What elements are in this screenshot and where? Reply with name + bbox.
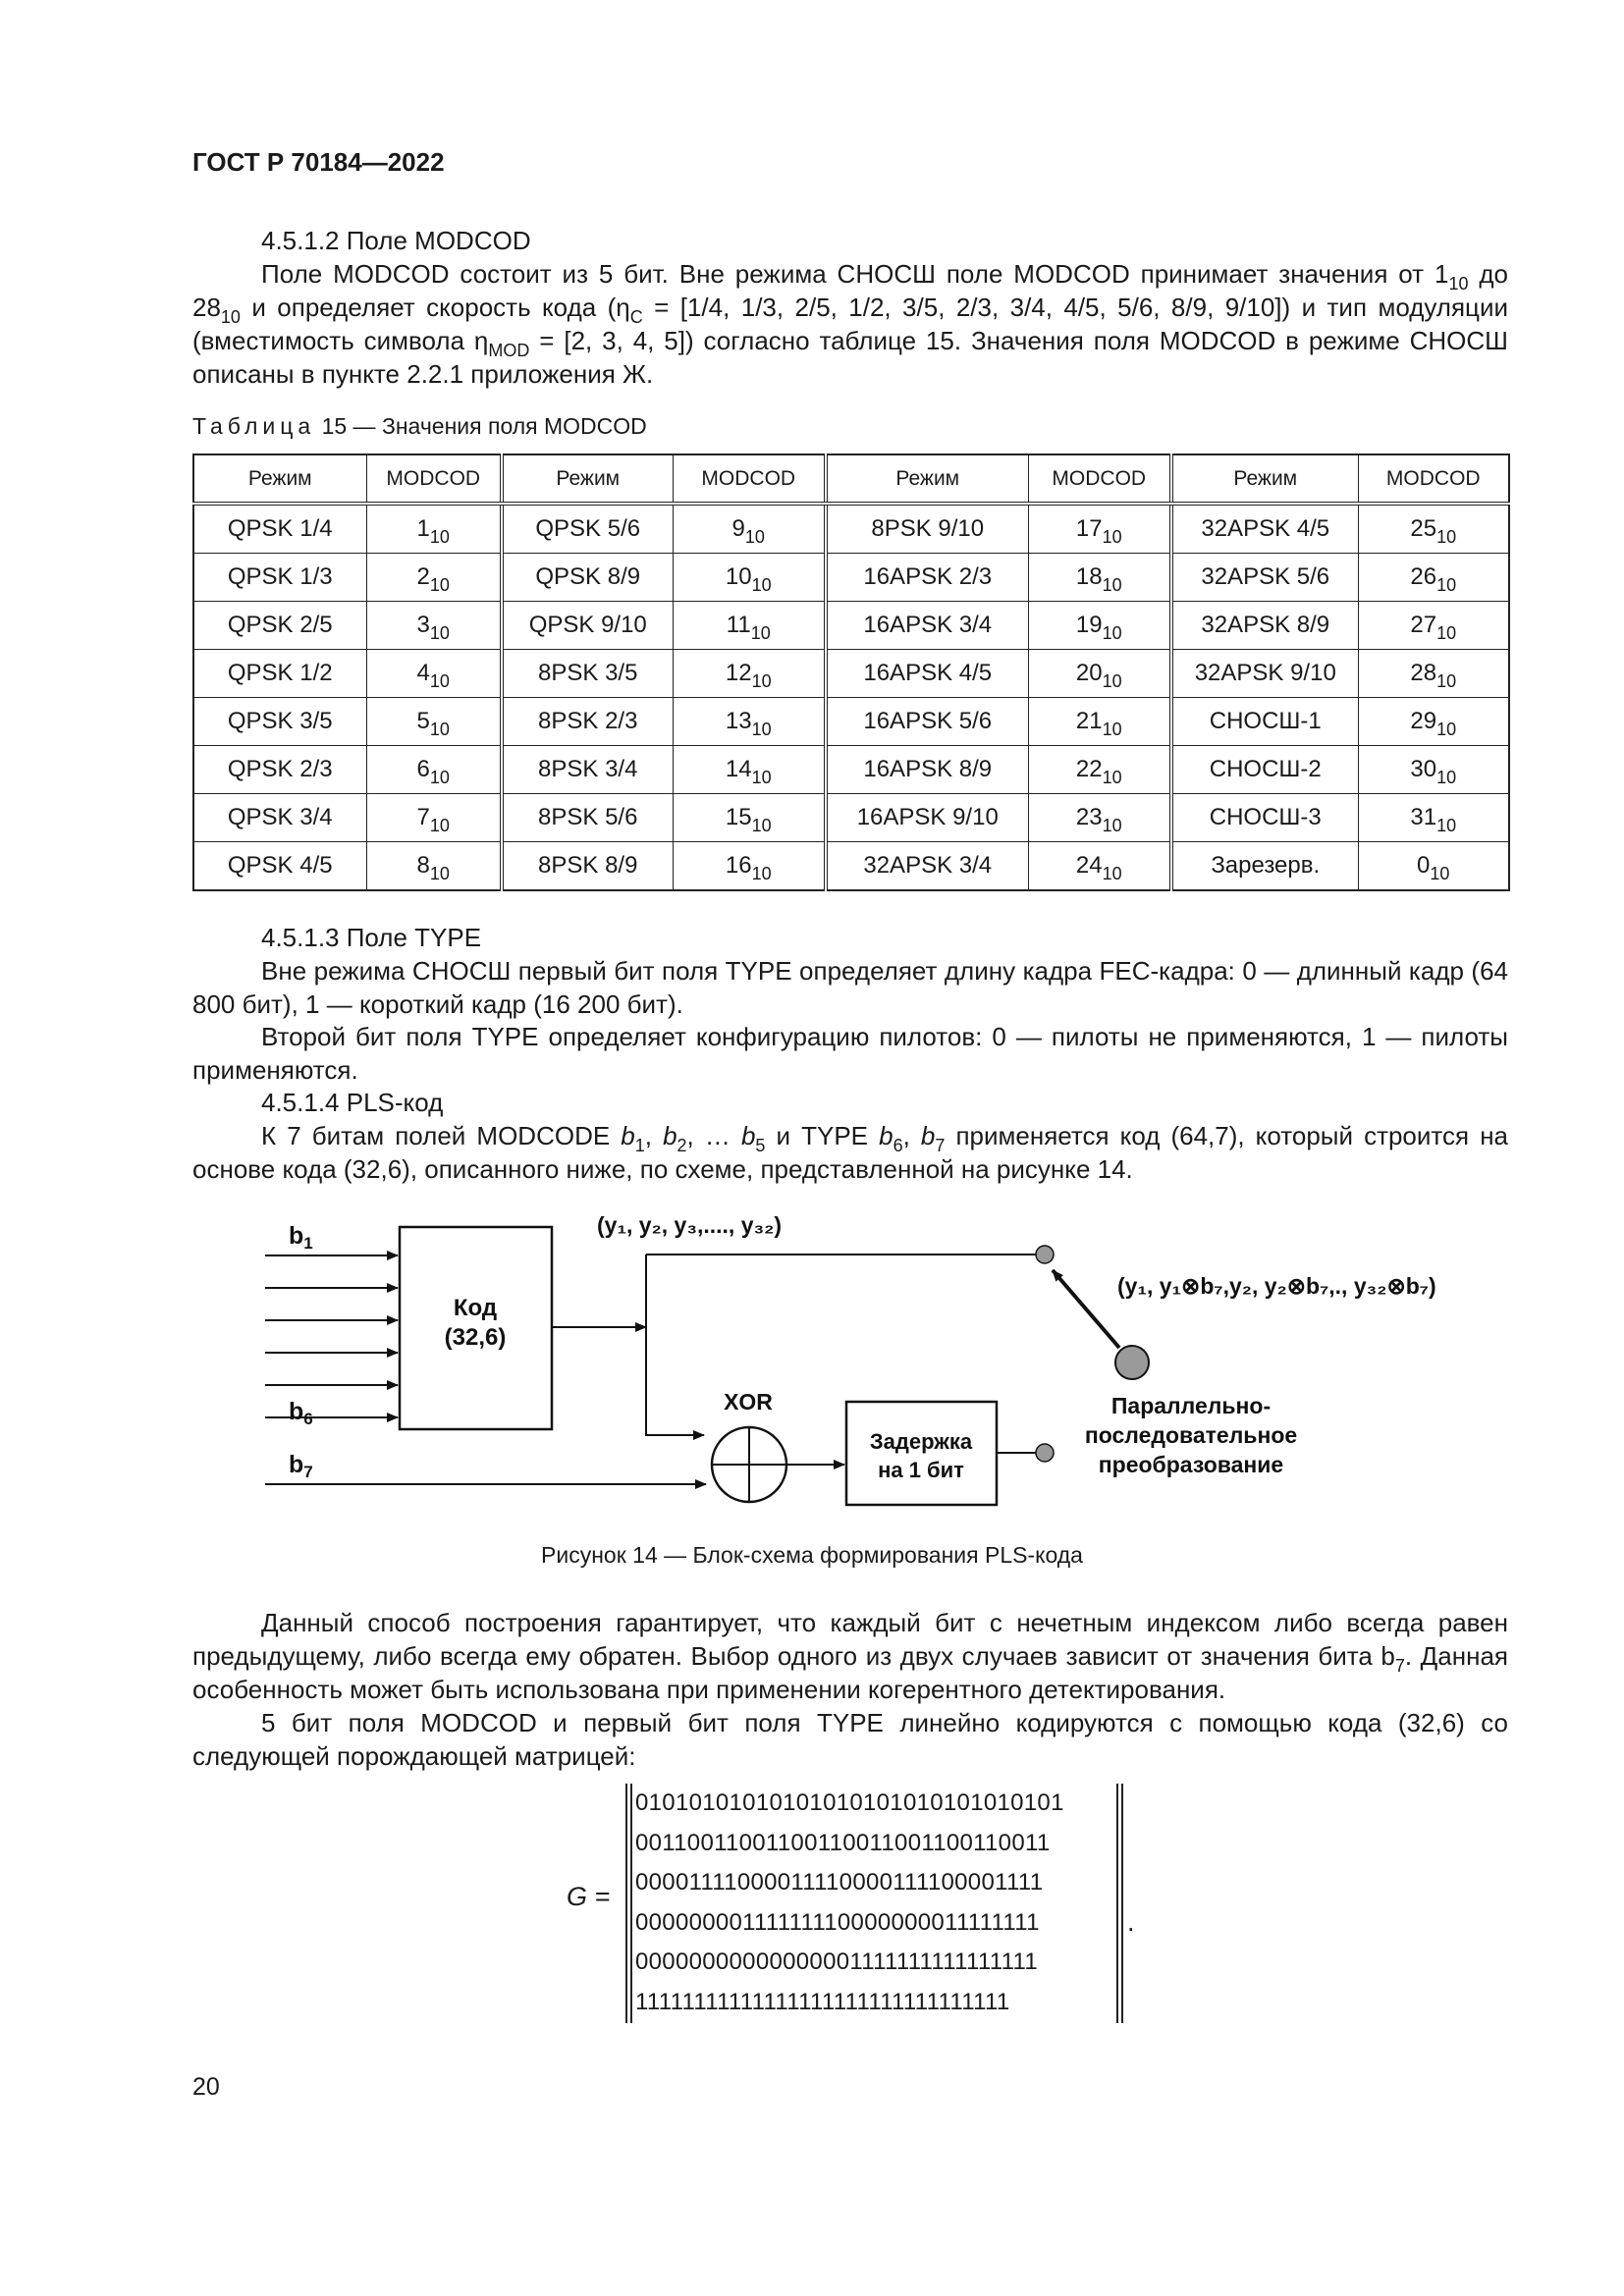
cell-mode: 32APSK 4/5 [1171, 504, 1358, 554]
cell-mode: 8PSK 2/3 [502, 698, 673, 746]
text-run: до 28 [192, 259, 1508, 322]
text-run: К 7 битам полей MODCODE [261, 1121, 622, 1150]
modcod-value: 17 [1075, 515, 1103, 542]
paragraph-modcod [192, 257, 1508, 391]
table-row [193, 746, 1509, 794]
modcod-value: 12 [725, 660, 752, 686]
modcod-base: 10 [1436, 575, 1457, 595]
subscript: 7 [1394, 1656, 1405, 1676]
table-row [193, 650, 1509, 698]
modcod-base: 10 [429, 816, 450, 835]
cell-modcod [1358, 650, 1509, 698]
modcod-value: 5 [416, 708, 430, 734]
var-b: b [740, 1121, 756, 1150]
paragraph-type-1: Вне режима СНОСШ первый бит поля TYPE определяет длину кадра FEC-кадра: 0 — длинный кадр (64 800 бит), 1 — короткий кадр (16 200 бит). [192, 956, 1508, 1019]
modcod-base: 10 [751, 720, 772, 739]
modcod-base: 10 [1102, 671, 1122, 691]
cell-modcod [1358, 554, 1509, 602]
cell-modcod [673, 650, 826, 698]
modcod-base: 10 [1102, 720, 1122, 739]
cell-modcod [366, 554, 502, 602]
cell-mode: 8PSK 8/9 [502, 842, 673, 891]
cell-mode: 16APSK 5/6 [826, 698, 1028, 746]
label-b6: $b_6$ [289, 1398, 313, 1428]
heading-type: 4.5.1.3 Поле TYPE [261, 923, 482, 952]
modcod-base: 10 [429, 527, 450, 547]
cell-mode: СНОСШ-3 [1171, 794, 1358, 842]
modcod-value: 8 [416, 852, 430, 879]
cell-mode: QPSK 1/4 [193, 504, 366, 554]
modcod-value: 30 [1410, 756, 1437, 782]
col-header-mode: Режим [826, 454, 1028, 504]
modcod-base: 10 [750, 623, 771, 643]
modcod-base: 10 [1102, 768, 1122, 787]
modcod-base: 10 [1436, 816, 1457, 835]
modcod-value: 9 [731, 515, 745, 542]
cell-mode: QPSK 3/4 [193, 794, 366, 842]
cell-modcod [366, 794, 502, 842]
paragraph-matrix-intro: 5 бит поля MODCOD и первый бит поля TYPE линейно кодируются с помощью кода (32,6) со следующей порождающей матрицей: [192, 1708, 1508, 1771]
modcod-value: 28 [1410, 660, 1437, 686]
figure-caption: Рисунок 14 — Блок-схема формирования PLS-кода [541, 1542, 1083, 1568]
heading-modcod: 4.5.1.2 Поле MODCOD [261, 226, 531, 255]
cell-mode: 8PSK 9/10 [826, 504, 1028, 554]
col-header-modcod: MODCOD [673, 454, 826, 504]
subscript: 5 [755, 1136, 766, 1155]
paragraph-pls: К 7 битам полей MODCODE $b_1$, $b_2$, … $b_5$ и TYPE $b_6$, $b_7$ применяется код (64,7), который строится на основе кода (32,6), описанного ниже, по схеме, представленной на рисунке 14. [192, 1121, 1509, 1184]
cell-mode: QPSK 2/5 [193, 602, 366, 650]
switch-contact-bottom [1036, 1444, 1054, 1462]
modcod-value: 3 [416, 612, 430, 638]
modcod-base: 10 [751, 671, 772, 691]
matrix-label: G = [567, 1882, 611, 1911]
text-run: = [1/4, 1/3, 2/5, 1/2, 3/5, 2/3, 3/4, 4/5, 5/6, 8/9, 9/10]) и тип модуляции (вместимость символа η [192, 293, 1508, 355]
cell-mode: 32APSK 8/9 [1171, 602, 1358, 650]
caption-word: Таблица [192, 413, 316, 439]
cell-mode: 16APSK 8/9 [826, 746, 1028, 794]
table-row [193, 698, 1509, 746]
cell-modcod [1358, 746, 1509, 794]
cell-modcod [1028, 554, 1171, 602]
matrix-row: 01010101010101010101010101010101 [635, 1789, 1064, 1816]
modcod-value: 24 [1075, 852, 1103, 879]
modcod-value: 15 [725, 804, 752, 830]
modcod-base: 10 [751, 816, 772, 835]
text-run: Поле MODCOD состоит из 5 бит. Вне режима СНОСШ поле MODCOD принимает значения от 1 [261, 259, 1449, 289]
text-run: . Данная особенность может быть использована при применении когерентного детектирования. [192, 1641, 1508, 1704]
code-box-label-1: Код [453, 1295, 498, 1321]
modcod-base: 10 [429, 623, 450, 643]
cell-mode: 16APSK 4/5 [826, 650, 1028, 698]
ps-label-3: преобразование [1098, 1452, 1284, 1477]
cell-modcod [673, 842, 826, 891]
cell-modcod [1028, 650, 1171, 698]
col-header-mode: Режим [1171, 454, 1358, 504]
switch-pivot [1115, 1346, 1149, 1379]
modcod-value: 25 [1410, 515, 1437, 542]
cell-mode: 8PSK 3/4 [502, 746, 673, 794]
var-b: b [879, 1121, 893, 1150]
cell-mode: QPSK 9/10 [502, 602, 673, 650]
modcod-base: 10 [751, 768, 772, 787]
heading-pls: 4.5.1.4 PLS-код [261, 1088, 444, 1117]
matrix-row: 00000000000000001111111111111111 [635, 1949, 1039, 1976]
cell-modcod [366, 746, 502, 794]
modcod-value: 1 [416, 515, 430, 542]
var-b: b [663, 1121, 677, 1150]
code-box-label-2: (32,6) [444, 1324, 507, 1351]
cell-modcod [1028, 794, 1171, 842]
modcod-value: 11 [726, 612, 751, 638]
modcod-base: 10 [1102, 623, 1122, 643]
cell-modcod [366, 504, 502, 554]
text-run: = [2, 3, 4, 5]) согласно таблице 15. Значения поля MODCOD в режиме СНОСШ описаны в пункте 2.2.1 приложения Ж. [192, 326, 1508, 389]
switch-contact-top [1036, 1246, 1054, 1263]
cell-mode: QPSK 1/3 [193, 554, 366, 602]
ps-label-2: последовательное [1084, 1422, 1298, 1448]
text-run: Данный способ построения гарантирует, что каждый бит с нечетным индексом либо всегда равен предыдущему, либо всегда ему обратен. Выбор одного из двух случаев зависит от значения бита b [192, 1608, 1508, 1671]
cell-modcod [1358, 842, 1509, 891]
cell-modcod [1028, 698, 1171, 746]
modcod-value: 23 [1075, 804, 1103, 830]
table-row [193, 794, 1509, 842]
col-header-mode: Режим [502, 454, 673, 504]
modcod-table [192, 454, 1510, 891]
switch-arm [1053, 1270, 1119, 1348]
cell-modcod [673, 602, 826, 650]
modcod-value: 13 [725, 708, 752, 734]
modcod-base: 10 [429, 671, 450, 691]
cell-modcod [366, 842, 502, 891]
matrix-right-bar [1116, 1784, 1123, 2023]
modcod-base: 10 [751, 575, 772, 595]
modcod-base: 10 [1436, 671, 1457, 691]
modcod-value: 21 [1075, 708, 1103, 734]
cell-mode: СНОСШ-1 [1171, 698, 1358, 746]
modcod-value: 26 [1410, 563, 1437, 590]
col-header-modcod: MODCOD [1358, 454, 1509, 504]
col-header-mode: Режим [193, 454, 366, 504]
modcod-value: 29 [1410, 708, 1437, 734]
cell-modcod [366, 650, 502, 698]
table-row [193, 842, 1509, 891]
subscript: MOD [488, 341, 530, 360]
modcod-base: 10 [744, 527, 765, 547]
modcod-value: 6 [416, 756, 430, 782]
cell-mode: QPSK 8/9 [502, 554, 673, 602]
matrix-row: 00110011001100110011001100110011 [635, 1829, 1051, 1856]
branch-to-xor-line [646, 1255, 704, 1435]
y-sequence-label: (y₁, y₂, y₃,...., y₃₂) [597, 1212, 782, 1238]
cell-mode: СНОСШ-2 [1171, 746, 1358, 794]
xor-label: XOR [724, 1389, 773, 1415]
subscript: 6 [893, 1136, 903, 1155]
page-number: 20 [192, 2073, 220, 2101]
matrix-period: . [1127, 1907, 1135, 1937]
cell-modcod [1028, 746, 1171, 794]
modcod-base: 10 [429, 768, 450, 787]
cell-modcod [673, 698, 826, 746]
modcod-base: 10 [751, 864, 772, 883]
modcod-base: 10 [1436, 527, 1457, 547]
modcod-value: 22 [1075, 756, 1103, 782]
cell-mode: 16APSK 3/4 [826, 602, 1028, 650]
modcod-value: 31 [1410, 804, 1437, 830]
cell-mode: QPSK 3/5 [193, 698, 366, 746]
cell-modcod [1028, 842, 1171, 891]
label-b7: $b_7$ [289, 1451, 313, 1481]
cell-mode: QPSK 5/6 [502, 504, 673, 554]
cell-mode: Зарезерв. [1171, 842, 1358, 891]
subscript: C [629, 307, 643, 327]
modcod-value: 16 [725, 852, 752, 879]
table-header-row [193, 454, 1509, 504]
modcod-value: 20 [1075, 660, 1103, 686]
modcod-base: 10 [1102, 864, 1122, 883]
table-row [193, 554, 1509, 602]
modcod-base: 10 [1436, 623, 1457, 643]
cell-modcod [673, 794, 826, 842]
modcod-value: 18 [1075, 563, 1103, 590]
table-row [193, 602, 1509, 650]
matrix-row: 11111111111111111111111111111111 [635, 1988, 1010, 2015]
modcod-base: 10 [1436, 720, 1457, 739]
modcod-base: 10 [429, 575, 450, 595]
output-sequence-label: (y₁, y₁⊗b₇,y₂, y₂⊗b₇,., y₃₂⊗b₇) [1117, 1273, 1436, 1299]
col-header-modcod: MODCOD [1028, 454, 1171, 504]
paragraph-type-2: Второй бит поля TYPE определяет конфигурацию пилотов: 0 — пилоты не применяются, 1 — пилоты применяются. [192, 1022, 1508, 1085]
modcod-value: 19 [1075, 612, 1103, 638]
cell-modcod [1358, 602, 1509, 650]
cell-modcod [1358, 698, 1509, 746]
subscript: 2 [677, 1136, 687, 1155]
cell-mode: QPSK 4/5 [193, 842, 366, 891]
cell-mode: 16APSK 9/10 [826, 794, 1028, 842]
cell-mode: 32APSK 3/4 [826, 842, 1028, 891]
pls-block-diagram [0, 1198, 1624, 1531]
subscript: 10 [220, 307, 241, 327]
subscript: 10 [1448, 274, 1469, 294]
subscript: 1 [634, 1136, 645, 1155]
matrix-rows [635, 1784, 1064, 2023]
paragraph-method [192, 1606, 1508, 1706]
modcod-value: 7 [416, 804, 430, 830]
cell-modcod [1358, 504, 1509, 554]
cell-modcod [366, 698, 502, 746]
cell-mode: QPSK 1/2 [193, 650, 366, 698]
matrix-left-bar [625, 1784, 632, 2023]
cell-mode: 8PSK 5/6 [502, 794, 673, 842]
modcod-base: 10 [1102, 816, 1122, 835]
caption-rest: 15 — Значения поля MODCOD [315, 413, 647, 439]
cell-modcod [1358, 794, 1509, 842]
table-caption [192, 413, 647, 440]
cell-modcod [366, 602, 502, 650]
modcod-base: 10 [1102, 527, 1122, 547]
modcod-value: 4 [416, 660, 430, 686]
document-header: ГОСТ Р 70184—2022 [192, 147, 445, 177]
col-header-modcod: MODCOD [366, 454, 502, 504]
modcod-base: 10 [429, 864, 450, 883]
var-b: b [621, 1121, 635, 1150]
cell-modcod [1028, 602, 1171, 650]
cell-mode: 32APSK 9/10 [1171, 650, 1358, 698]
text-run: применяется код (64,7), который строится на основе кода (32,6), описанного ниже, по схеме, представленной на рисунке 14. [192, 1121, 1509, 1184]
ps-label-1: Параллельно- [1110, 1393, 1272, 1418]
modcod-base: 10 [1436, 768, 1457, 787]
modcod-base: 10 [1102, 575, 1122, 595]
delay-label-2: на 1 бит [878, 1458, 964, 1482]
delay-label-1: Задержка [869, 1429, 973, 1454]
text-run: и TYPE [765, 1121, 880, 1150]
modcod-value: 27 [1410, 612, 1437, 638]
cell-modcod [673, 554, 826, 602]
matrix-row: 00000000111111110000000011111111 [635, 1908, 1040, 1936]
var-b: b [920, 1121, 936, 1150]
text-run: и определяет скорость кода (η [240, 293, 630, 322]
cell-modcod [673, 746, 826, 794]
matrix-row: 00001111000011110000111100001111 [635, 1869, 1044, 1896]
modcod-value: 10 [725, 563, 752, 590]
cell-mode: 32APSK 5/6 [1171, 554, 1358, 602]
cell-mode: QPSK 2/3 [193, 746, 366, 794]
cell-modcod [1028, 504, 1171, 554]
label-b1: $b_1$ [289, 1222, 313, 1253]
modcod-base: 10 [429, 720, 450, 739]
modcod-value: 0 [1417, 852, 1431, 879]
cell-modcod [673, 504, 826, 554]
modcod-value: 2 [416, 563, 430, 590]
subscript: 7 [935, 1136, 946, 1155]
table-row [193, 504, 1509, 554]
cell-mode: 16APSK 2/3 [826, 554, 1028, 602]
cell-mode: 8PSK 3/5 [502, 650, 673, 698]
modcod-value: 14 [725, 756, 752, 782]
modcod-base: 10 [1430, 864, 1450, 883]
